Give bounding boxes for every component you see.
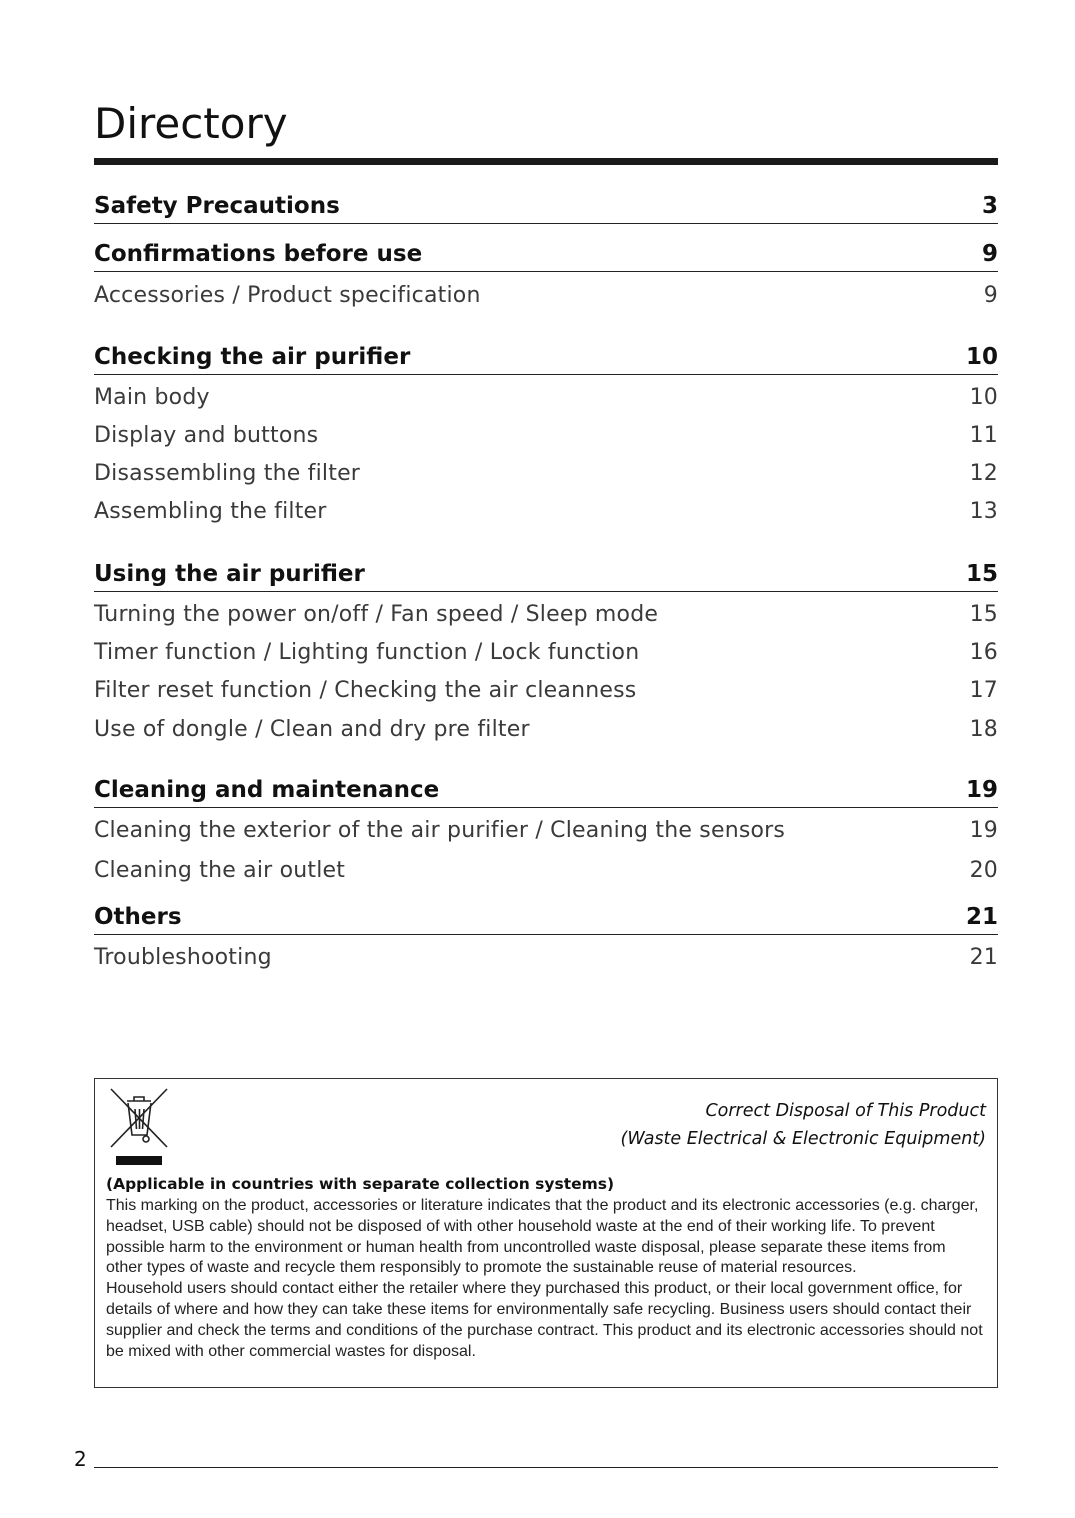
toc-item-accessories[interactable] <box>94 274 998 310</box>
toc-section-label: Confirmations before use <box>94 241 423 267</box>
toc-item-label: Use of dongle / Clean and dry pre filter <box>94 717 530 742</box>
toc-item-label: Troubleshooting <box>94 945 272 970</box>
toc-item-page: 15 <box>969 602 998 627</box>
toc-section-safety-precautions[interactable] <box>94 184 998 224</box>
toc-section-page: 19 <box>965 777 998 803</box>
toc-section-checking[interactable] <box>94 335 998 375</box>
toc-item-label: Cleaning the exterior of the air purifier / Cleaning the sensors <box>94 818 786 843</box>
disposal-paragraph: This marking on the product, accessories or literature indicates that the product and its electronic accessories (e.g. charger, headset, USB cable) should not be disposed of with other household waste at the end of their working life. To prevent possible harm to the environment or human health from uncontrolled waste disposal, please separate these items from other types of waste and recycle them responsibly to promote the sustainable reuse of material resources. <box>106 1197 979 1277</box>
toc-section-cleaning[interactable] <box>94 768 998 808</box>
toc-item-troubleshooting[interactable] <box>94 936 998 972</box>
toc-item-page: 9 <box>983 283 998 308</box>
toc-section-confirmations[interactable] <box>94 232 998 272</box>
disposal-title: Correct Disposal of This Product (Waste Electrical & Electronic Equipment) <box>620 1101 986 1149</box>
toc-section-page: 10 <box>965 344 998 370</box>
toc-item-power-fan-sleep[interactable] <box>94 593 998 629</box>
toc-item-label: Assembling the filter <box>94 499 327 524</box>
toc-item-label: Filter reset function / Checking the air cleanness <box>94 678 637 703</box>
toc-section-using[interactable] <box>94 552 998 592</box>
toc-item-page: 21 <box>969 945 998 970</box>
toc-section-others[interactable] <box>94 895 998 935</box>
toc-item-main-body[interactable] <box>94 376 998 412</box>
toc-item-page: 19 <box>969 818 998 843</box>
footer-divider <box>94 1467 998 1468</box>
title-divider <box>94 158 998 165</box>
toc-item-page: 11 <box>969 423 998 448</box>
toc-section-label: Using the air purifier <box>94 561 365 587</box>
crossed-out-wheelie-bin-icon <box>109 1085 169 1167</box>
toc-section-page: 15 <box>965 561 998 587</box>
toc-section-page: 3 <box>981 193 998 219</box>
toc-item-page: 10 <box>969 385 998 410</box>
toc-item-label: Display and buttons <box>94 423 319 448</box>
toc-item-label: Timer function / Lighting function / Lock function <box>94 640 640 665</box>
toc-item-filter-reset[interactable] <box>94 669 998 705</box>
toc-section-label: Cleaning and maintenance <box>94 777 440 803</box>
toc-item-dongle-pre-filter[interactable] <box>94 708 998 744</box>
toc-item-page: 17 <box>969 678 998 703</box>
toc-item-page: 12 <box>969 461 998 486</box>
toc-section-label: Others <box>94 904 182 930</box>
page-number: 2 <box>74 1447 87 1471</box>
toc-item-label: Turning the power on/off / Fan speed / Sleep mode <box>94 602 659 627</box>
toc-item-cleaning-exterior[interactable] <box>94 809 998 845</box>
weee-disposal-notice <box>94 1078 998 1388</box>
toc-item-assembling-filter[interactable] <box>94 490 998 526</box>
toc-item-disassembling-filter[interactable] <box>94 452 998 488</box>
disposal-paragraph: Household users should contact either the retailer where they purchased this product, or their local government office, for details of where and how they can take these items for environmentally safe recycling. Business users should contact their supplier and check the terms and conditions of the purchase contract. This product and its electronic accessories should not be mixed with other commercial wastes for disposal. <box>106 1280 983 1360</box>
toc-item-cleaning-outlet[interactable] <box>94 849 998 885</box>
toc-item-page: 13 <box>969 499 998 524</box>
toc-section-label: Checking the air purifier <box>94 344 411 370</box>
toc-section-page: 9 <box>981 241 998 267</box>
toc-item-label: Disassembling the filter <box>94 461 361 486</box>
toc-item-display-buttons[interactable] <box>94 414 998 450</box>
toc-item-label: Main body <box>94 385 210 410</box>
toc-section-page: 21 <box>965 904 998 930</box>
toc-item-label: Cleaning the air outlet <box>94 858 346 883</box>
toc-item-timer-lighting-lock[interactable] <box>94 631 998 667</box>
toc-item-page: 16 <box>969 640 998 665</box>
disposal-body <box>106 1196 986 1362</box>
toc-item-label: Accessories / Product specification <box>94 283 481 308</box>
toc-section-label: Safety Precautions <box>94 193 340 219</box>
page-title: Directory <box>94 99 288 148</box>
toc-item-page: 18 <box>969 717 998 742</box>
disposal-subtitle: (Applicable in countries with separate collection systems) <box>106 1175 615 1193</box>
toc-item-page: 20 <box>969 858 998 883</box>
